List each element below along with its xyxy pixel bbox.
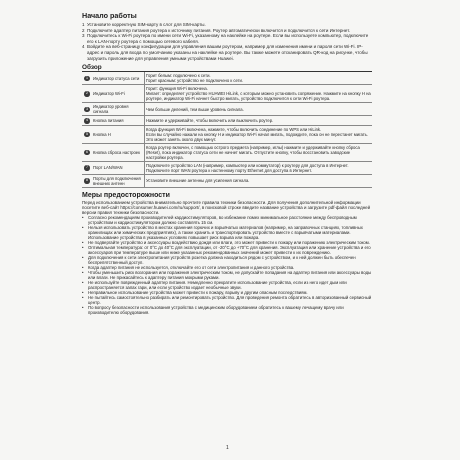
safety-item-text: Когда адаптер питания не используется, отключайте его от сети электропитания и данного устройства. — [88, 265, 295, 271]
overview-description-line: Чем больше делений, тем выше уровень сигнала. — [146, 106, 244, 112]
overview-description — [145, 161, 373, 174]
safety-list — [82, 215, 372, 315]
overview-icon-cell — [82, 125, 92, 143]
section-title-safety: Меры предосторожности — [82, 191, 170, 199]
overview-row — [82, 116, 372, 126]
overview-component-name: Индикатор уровня сигнала — [92, 103, 145, 116]
overview-description-line: Когда функция Wi-Fi включена, нажмите, чтобы включить соединение по WPS или HiLink. — [146, 126, 322, 132]
bullet-icon: • — [82, 225, 84, 231]
safety-item-text: Оптимальная температура: от 0°С до 40°С для эксплуатации, от -20°С до +70°С для хранения. Эксплуатация или хранение устройства и его аксессуаров при температуре выше или ниже указанных рекомендованных значений может привести к их повреждению. — [88, 245, 371, 256]
step-item — [82, 33, 372, 44]
bullet-icon: • — [82, 270, 84, 276]
step-text: Подключите адаптер питания роутера к источнику питания. Роутер автоматически включится и подключится к сети Интернет. — [87, 27, 351, 33]
page-number: 1 — [226, 445, 229, 451]
safety-item — [82, 295, 372, 305]
callout-number-icon: 6 — [86, 149, 88, 154]
bullet-icon: • — [82, 295, 84, 301]
overview-row — [82, 174, 372, 187]
bullet-icon: • — [82, 280, 84, 286]
step-number: 4 — [82, 44, 85, 50]
safety-item — [82, 215, 372, 225]
overview-icon-cell — [82, 174, 92, 187]
safety-item — [82, 225, 372, 240]
overview-description — [145, 103, 373, 116]
callout-number-icon: 7 — [86, 165, 88, 170]
overview-row — [82, 143, 372, 161]
callout-number-icon: 3 — [86, 106, 88, 111]
overview-description — [145, 85, 373, 103]
safety-item-text: Для подключения к сети электропитания устройств розетка должна находиться рядом с устройством, и к ней должен быть обеспечен беспрепятственный доступ. — [88, 255, 356, 266]
overview-component-name: Порты для подключения внешних антенн — [92, 174, 145, 187]
safety-item-text: Согласно рекомендациям производителей кардиостимуляторов, во избежание помех минимальное расстояние между беспроводным устройством и кардиостимулятором должно составлять 15 см. — [88, 215, 357, 226]
bullet-icon: • — [82, 215, 84, 221]
safety-item-text: По вопросу безопасности использования устройства с медицинским оборудованием обратитесь к вашему лечащему врачу или производителю оборудования. — [88, 305, 344, 316]
callout-number-icon: 8 — [86, 178, 88, 183]
overview-icon-cell — [82, 72, 92, 85]
step-number: 3 — [82, 33, 85, 39]
overview-icon-cell — [82, 85, 92, 103]
step-text: Войдите на веб-страницу конфигурации для управления вашим роутером, например для изменения имени и пароля сети Wi-Fi. IP-адрес и пароль для входа по умолчанию указаны на наклейке на роутере. Вы также можете отсканировать QR-код на рисунке, чтобы загрузить приложение для управления умными устройствами Huawei. — [87, 44, 368, 61]
overview-description — [145, 174, 373, 187]
safety-item — [82, 270, 372, 280]
overview-description-line: Если вы случайно нажали на кнопку H и индикатор Wi-Fi начал мигать, подождите, пока он не перестанет мигать. Это может занять около двух минут. — [146, 131, 369, 142]
getting-started-steps — [82, 22, 372, 61]
overview-row — [82, 103, 372, 116]
bullet-icon: • — [82, 245, 84, 251]
overview-description-line: Установите внешние антенны для усиления сигнала. — [146, 178, 250, 184]
overview-description-line: Горит красным: устройство не подключено к сети. — [146, 78, 244, 84]
section-title-getting-started: Начало работы — [82, 11, 137, 20]
overview-component-name: Индикатор статуса сети — [92, 72, 145, 85]
overview-row — [82, 72, 372, 85]
overview-description — [145, 116, 373, 126]
overview-icon-cell — [82, 143, 92, 161]
overview-description-line: Подключите порт WAN роутера к настенному порту Ethernet для доступа в Интернет. — [146, 167, 312, 173]
overview-icon-cell — [82, 161, 92, 174]
bullet-icon: • — [82, 240, 84, 246]
callout-number-icon: 2 — [86, 91, 88, 96]
bullet-icon: • — [82, 305, 84, 311]
safety-item-text: Чтобы уменьшить риск возгорания или поражения электрическим током, не допускайте попадания на адаптер питания или аксессуары воды или влаги. Не прикасайтесь к адаптеру питания мокрыми руками. — [88, 270, 372, 281]
overview-icon-cell — [82, 103, 92, 116]
overview-description-line: Горит белым: подключено к сети. — [146, 73, 211, 79]
overview-row — [82, 161, 372, 174]
safety-item-text: Не используйте поврежденный адаптер питания. Немедленно прекратите использование устройства, если из него идет дым или распространяется запах гари, или если устройство издает необычные звуки. — [88, 280, 347, 291]
overview-component-name: Кнопка сброса настроек — [92, 143, 145, 161]
overview-description — [145, 143, 373, 161]
safety-item — [82, 280, 372, 290]
bullet-icon: • — [82, 290, 84, 296]
step-text: Подключитесь к Wi-Fi роутера по имени сети Wi-Fi, указанному на наклейке на роутере. Если вы используете компьютер, подключите его к LAN-порту роутера с помощью сетевого кабеля. — [87, 33, 369, 44]
overview-component-name: Индикатор Wi-Fi — [92, 85, 145, 103]
safety-item — [82, 255, 372, 265]
overview-component-name: Кнопка питания — [92, 116, 145, 126]
overview-description-line: Горит: функция Wi-Fi включена. — [146, 86, 208, 92]
safety-item-text: Нельзя использовать устройство в местах хранения горючих и взрывчатых материалов (например, на заправочных станциях, топливных хранилищах или химических предприятиях), а также хранить и транспортировать устройство вместе с взрывчатыми материалами. Использование устройства в указанных условиях повышает риск взрыва или пожара. — [88, 225, 363, 241]
overview-description-line: Нажмите и удерживайте, чтобы включить или выключить роутер. — [146, 117, 274, 123]
overview-description-line: Подключите устройство LAN (например, компьютер или коммутатор) к роутеру для доступа в Интернет. — [146, 162, 349, 168]
overview-description — [145, 72, 373, 85]
step-item — [82, 44, 372, 61]
overview-row — [82, 125, 372, 143]
overview-icon-cell — [82, 116, 92, 126]
safety-item-text: Не подвергайте устройство и аксессуары воздействию дождя или влаги, это может привести к пожару или поражению электрическим током. — [88, 240, 370, 246]
overview-component-name: Порт LAN/WAN — [92, 161, 145, 174]
overview-table — [82, 72, 372, 188]
overview-component-name: Кнопка H — [92, 125, 145, 143]
callout-number-icon: 1 — [86, 75, 88, 80]
overview-description-line: Мигает: определяет устройство HUAWEI HiLink, с которым можно установить сопряжение. Нажмите на кнопку H на роутере, индикатор Wi-Fi начнет быстро мигать, устройство подключится к сети Wi-Fi роутера. — [146, 91, 371, 102]
section-title-overview: Обзор — [82, 64, 372, 72]
step-number: 1 — [82, 22, 85, 27]
callout-number-icon: 5 — [86, 131, 88, 136]
callout-number-icon: 4 — [86, 118, 88, 123]
document-content — [82, 12, 372, 315]
overview-row — [82, 85, 372, 103]
bullet-icon: • — [82, 265, 84, 271]
overview-description — [145, 125, 373, 143]
overview-description-line: Когда роутер включен, с помощью острого предмета (например, иглы) нажмите и удерживайте кнопку сброса (Reset), пока индикатор статуса сети не начнет мигать. Отпустите кнопку, чтобы восстановить заводские настройки роутера. — [146, 144, 360, 160]
safety-item-text: Не пытайтесь самостоятельно разбирать или ремонтировать устройство. Для проведения ремонта обратитесь в авторизованный сервисный центр. — [88, 295, 372, 306]
step-text: Установите корректную SIM-карту в слот для SIM-карты. — [87, 22, 206, 27]
step-number: 2 — [82, 27, 85, 33]
safety-item — [82, 245, 372, 255]
safety-item-text: Неправильное использование устройства может привести к пожару, взрыву и другим опасным последствиям. — [88, 290, 308, 296]
bullet-icon: • — [82, 255, 84, 261]
safety-intro: Перед использованием устройства внимательно прочтите правила техники безопасности. Для получения дополнительной информации посетите веб-сайт https://consumer.huawei.com/ru/support/, в поисковой строке введите название устройства и загрузите pdf-файл последней версии правил техники безопасности. — [82, 199, 371, 216]
safety-item — [82, 305, 372, 315]
